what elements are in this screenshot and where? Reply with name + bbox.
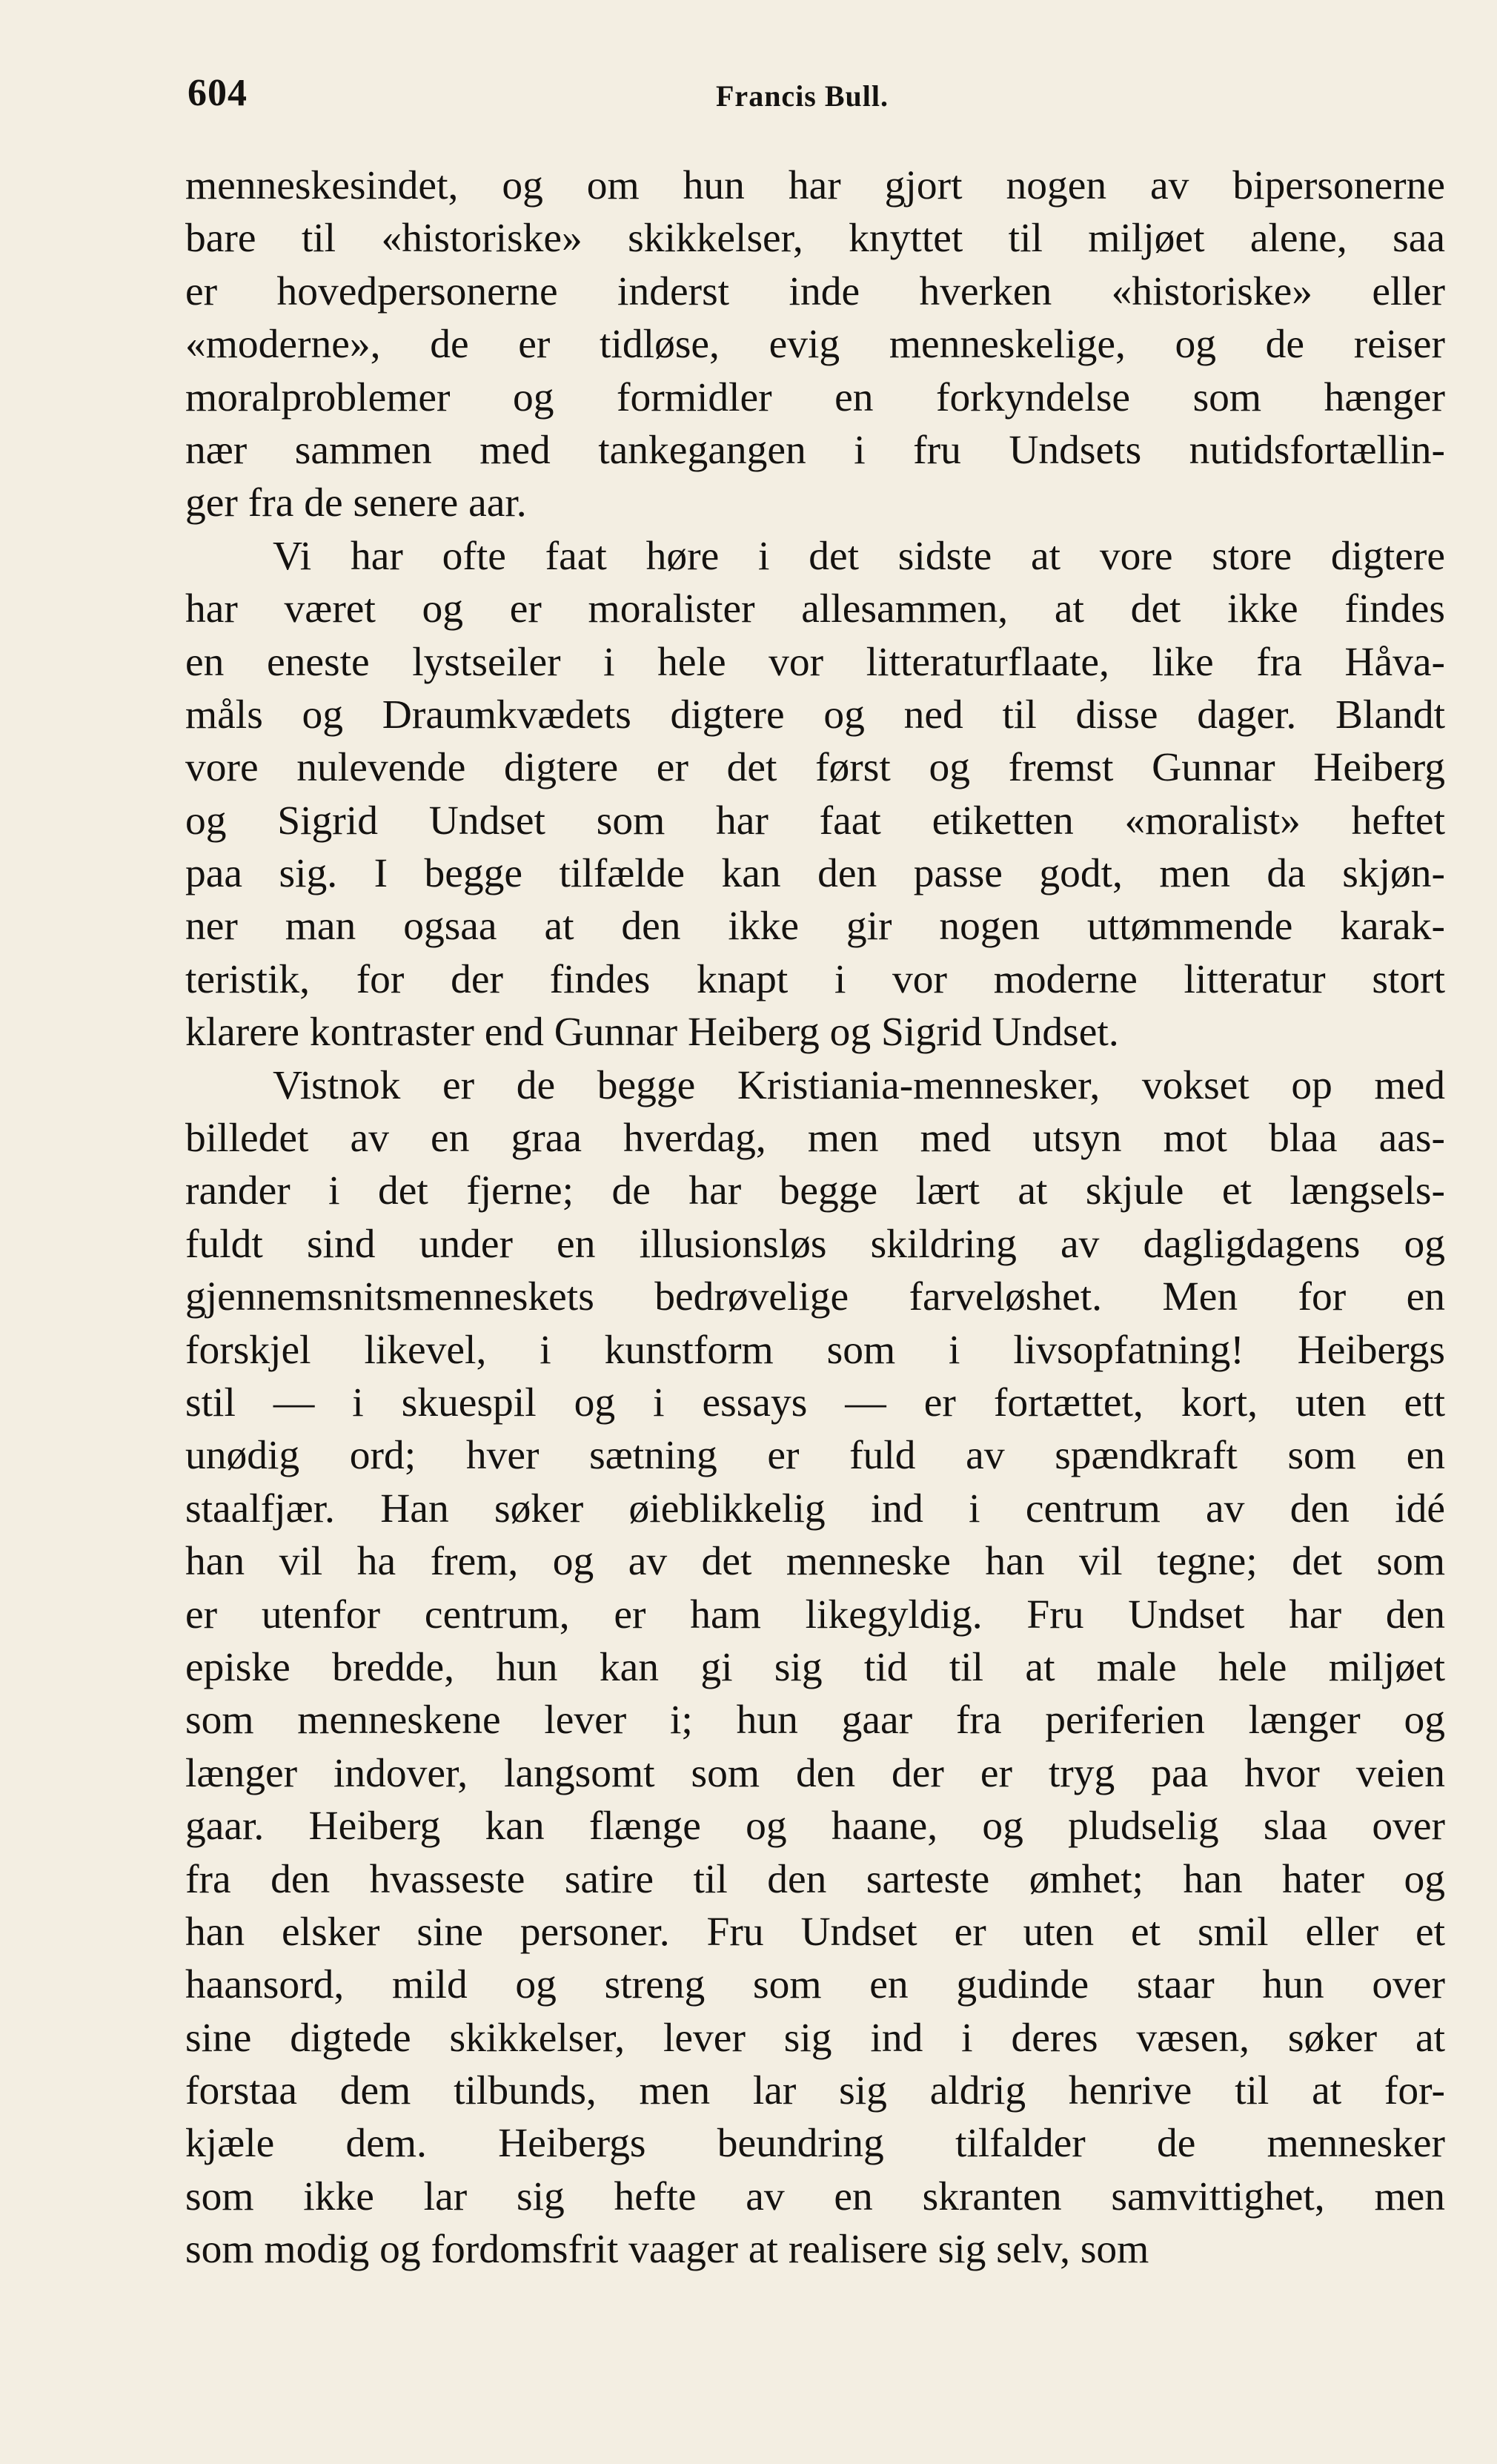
text-line: menneskesindet, og om hun har gjort nogen av bipersonerne — [185, 163, 1445, 208]
running-head: Francis Bull. — [716, 79, 889, 113]
text-line: «moderne», de er tidløse, evig menneskelige, og de reiser — [185, 322, 1445, 368]
text-line: rander i det fjerne; de har begge lært at skjule et længsels- — [185, 1168, 1445, 1214]
text-line: Vi har ofte faat høre i det sidste at vore store digtere — [273, 533, 1445, 579]
text-line: moralproblemer og formidler en forkyndelse som hænger — [185, 374, 1445, 420]
text-line: fuldt sind under en illusionsløs skildring av dagligdagens og — [185, 1221, 1445, 1267]
text-line: gjennemsnitsmenneskets bedrøvelige farveløshet. Men for en — [185, 1274, 1445, 1320]
text-line: haansord, mild og streng som en gudinde staar hun over — [185, 1962, 1445, 2008]
text-line: længer indover, langsomt som den der er tryg paa hvor veien — [185, 1750, 1445, 1796]
text-line: ner man ogsaa at den ikke gir nogen uttømmende karak- — [185, 904, 1445, 950]
text-line: og Sigrid Undset som har faat etiketten «moralist» heftet — [185, 798, 1445, 844]
text-line: er hovedpersonerne inderst inde hverken «historiske» eller — [185, 268, 1445, 314]
text-line: klarere kontraster end Gunnar Heiberg og Sigrid Undset. — [185, 1010, 1119, 1056]
text-line: stil — i skuespil og i essays — er fortættet, kort, uten ett — [185, 1380, 1445, 1425]
text-line: episke bredde, hun kan gi sig tid til at male hele miljøet — [185, 1644, 1445, 1690]
paragraph — [185, 1059, 1445, 2276]
text-line: en eneste lystseiler i hele vor litteraturflaate, like fra Håva- — [185, 639, 1445, 685]
body-text — [185, 159, 1445, 2276]
paragraph — [185, 159, 1445, 530]
text-line: som menneskene lever i; hun gaar fra periferien længer og — [185, 1698, 1445, 1743]
text-line: paa sig. I begge tilfælde kan den passe godt, men da skjøn- — [185, 851, 1445, 897]
text-line: som ikke lar sig hefte av en skranten samvittighet, men — [185, 2173, 1445, 2219]
text-line: staalfjær. Han søker øieblikkelig ind i centrum av den idé — [185, 1486, 1445, 1531]
paragraph — [185, 530, 1445, 1059]
text-line: billedet av en graa hverdag, men med utsyn mot blaa aas- — [185, 1116, 1445, 1162]
text-line: sine digtede skikkelser, lever sig ind i deres væsen, søker at — [185, 2015, 1445, 2061]
text-line: måls og Draumkvædets digtere og ned til disse dager. Blandt — [185, 692, 1445, 738]
text-line: som modig og fordomsfrit vaager at realisere sig selv, som — [185, 2227, 1149, 2273]
page-number: 604 — [187, 72, 248, 114]
text-line: forstaa dem tilbunds, men lar sig aldrig henrive til at for- — [185, 2068, 1445, 2114]
text-line: fra den hvasseste satire til den sarteste ømhet; han hater og — [185, 1856, 1445, 1902]
text-line: Vistnok er de begge Kristiania-mennesker, vokset op med — [273, 1062, 1445, 1108]
text-line: ger fra de senere aar. — [185, 480, 527, 526]
text-line: forskjel likevel, i kunstform som i livsopfatning! Heibergs — [185, 1327, 1445, 1373]
text-line: har været og er moralister allesammen, at det ikke findes — [185, 586, 1445, 632]
text-line: han elsker sine personer. Fru Undset er uten et smil eller et — [185, 1909, 1445, 1955]
text-line: han vil ha frem, og av det menneske han vil tegne; det som — [185, 1539, 1445, 1585]
text-line: teristik, for der findes knapt i vor moderne litteratur stort — [185, 956, 1445, 1002]
text-line: nær sammen med tankegangen i fru Undsets nutidsfortællin- — [185, 427, 1445, 473]
text-line: vore nulevende digtere er det først og fremst Gunnar Heiberg — [185, 745, 1445, 791]
text-line: bare til «historiske» skikkelser, knyttet til miljøet alene, saa — [185, 216, 1445, 262]
page-header — [187, 71, 1447, 123]
text-line: er utenfor centrum, er ham likegyldig. Fru Undset har den — [185, 1592, 1445, 1637]
text-line: kjæle dem. Heibergs beundring tilfalder de mennesker — [185, 2121, 1445, 2167]
text-line: gaar. Heiberg kan flænge og haane, og pludselig slaa over — [185, 1804, 1445, 1849]
text-line: unødig ord; hver sætning er fuld av spændkraft som en — [185, 1433, 1445, 1479]
